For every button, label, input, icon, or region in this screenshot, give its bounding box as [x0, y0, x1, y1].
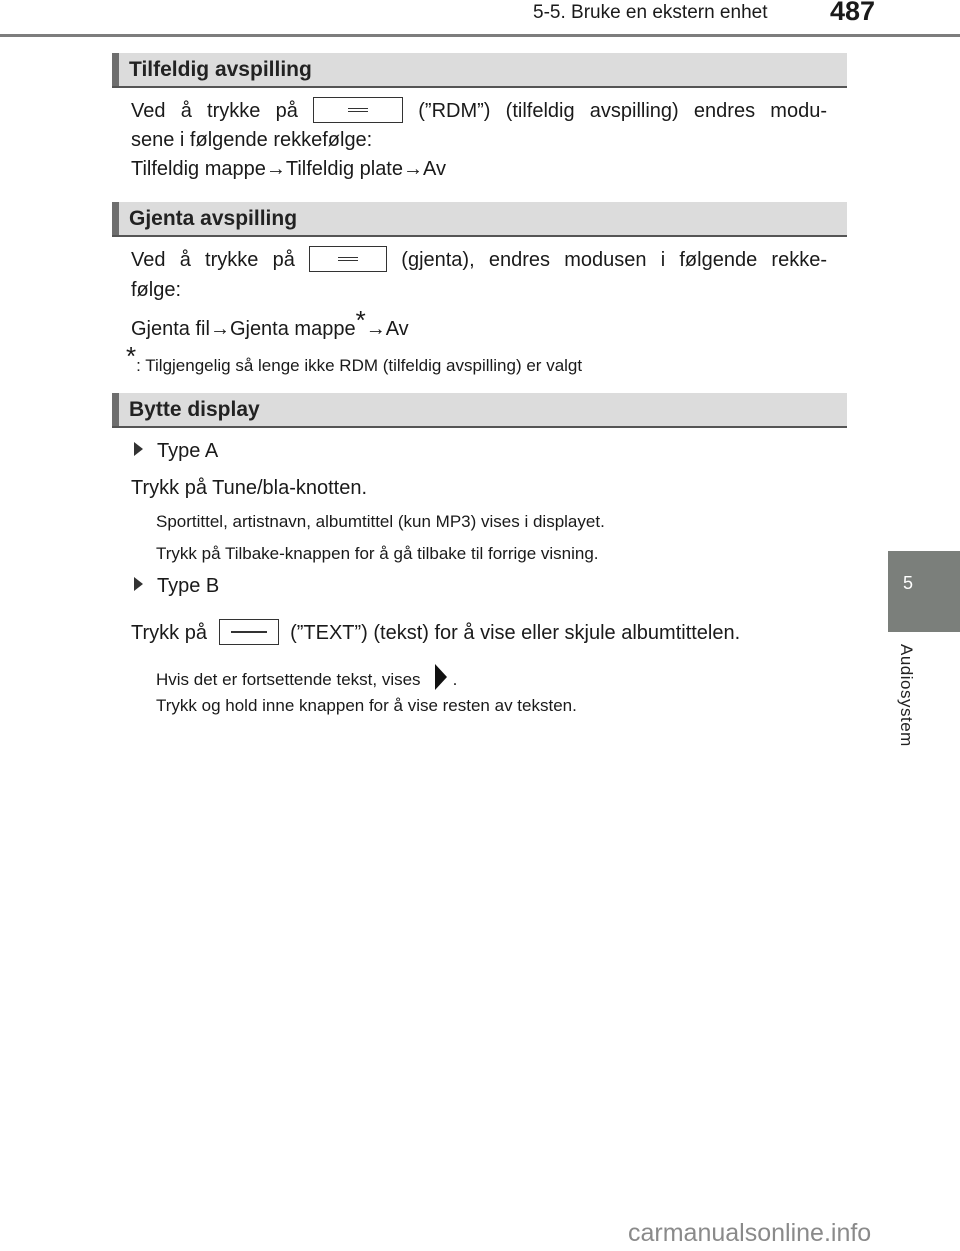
mode-item: Av: [385, 318, 409, 340]
repeat-button-icon: [309, 246, 387, 272]
type-b-heading: [134, 572, 219, 600]
mode-item: Tilfeldig mappe: [131, 158, 266, 180]
arrow-icon: →: [403, 158, 423, 180]
type-label: Type A: [157, 440, 219, 462]
note-line: [156, 664, 457, 694]
header-section-title: 5-5. Bruke en ekstern enhet: [533, 2, 768, 23]
note-line: Trykk på Tilbake-knappen for å gå tilbake til forrige visning.: [156, 544, 599, 563]
section-heading-repeat: [112, 202, 847, 237]
chapter-label: Audiosystem: [897, 644, 916, 747]
mode-item: Tilfeldig plate: [285, 158, 403, 180]
section-heading-random: [112, 53, 847, 88]
section-heading-bar: [112, 393, 119, 426]
paragraph-line: [131, 619, 740, 647]
bullet-triangle-icon: [134, 442, 143, 456]
paragraph-line: sene i følgende rekkefølge:: [131, 129, 373, 151]
rdm-button-icon: [313, 97, 403, 123]
paragraph-line: [131, 97, 827, 125]
section-title: Gjenta avspilling: [129, 207, 298, 230]
header-divider: [0, 34, 960, 37]
footnote: [126, 341, 583, 380]
paragraph-line: Trykk på Tune/bla-knotten.: [131, 477, 368, 499]
section-title: Tilfeldig avspilling: [129, 58, 312, 81]
asterisk-icon: *: [355, 305, 366, 335]
arrow-icon: →: [365, 318, 386, 340]
text-span: .: [452, 670, 458, 689]
mode-item: Gjenta mappe: [229, 318, 356, 340]
note-line: Trykk og hold inne knappen for å vise resten av teksten.: [156, 696, 577, 715]
section-heading-bar: [112, 202, 119, 235]
text-span: (”RDM”) (tilfeldig avspilling) endres modu-: [418, 100, 827, 122]
text-span: Trykk på: [131, 622, 207, 644]
section-title: Bytte display: [129, 398, 260, 421]
footnote-text: : Tilgjengelig så lenge ikke RDM (tilfeldig avspilling) er valgt: [136, 356, 583, 375]
note-line: Sportittel, artistnavn, albumtittel (kun MP3) vises i displayet.: [156, 512, 605, 531]
text-span: (”TEXT”) (tekst) for å vise eller skjule albumtittelen.: [290, 622, 741, 644]
text-button-icon: [219, 619, 279, 645]
text-span: (gjenta), endres modusen i følgende rekke-: [401, 249, 827, 271]
type-label: Type B: [157, 575, 220, 597]
mode-item: Gjenta fil: [131, 318, 210, 340]
arrow-icon: →: [209, 318, 230, 340]
type-a-heading: [134, 437, 218, 465]
section-heading-display: [112, 393, 847, 428]
continuation-arrow-icon: [435, 664, 447, 690]
arrow-icon: →: [265, 158, 286, 180]
watermark: carmanualsonline.info: [628, 1219, 872, 1247]
asterisk-icon: *: [126, 341, 137, 371]
page-number: 487: [830, 0, 876, 26]
paragraph-line: følge:: [131, 279, 182, 301]
text-span: Ved å trykke på: [131, 249, 295, 271]
text-span: Hvis det er fortsettende tekst, vises: [156, 670, 421, 689]
mode-sequence: [131, 155, 446, 183]
bullet-triangle-icon: [134, 577, 143, 591]
chapter-number: 5: [902, 573, 913, 593]
paragraph-line: [131, 246, 827, 274]
mode-item: Av: [423, 158, 446, 180]
text-span: Ved å trykke på: [131, 100, 298, 122]
mode-sequence: [131, 305, 409, 343]
section-heading-bar: [112, 53, 119, 86]
